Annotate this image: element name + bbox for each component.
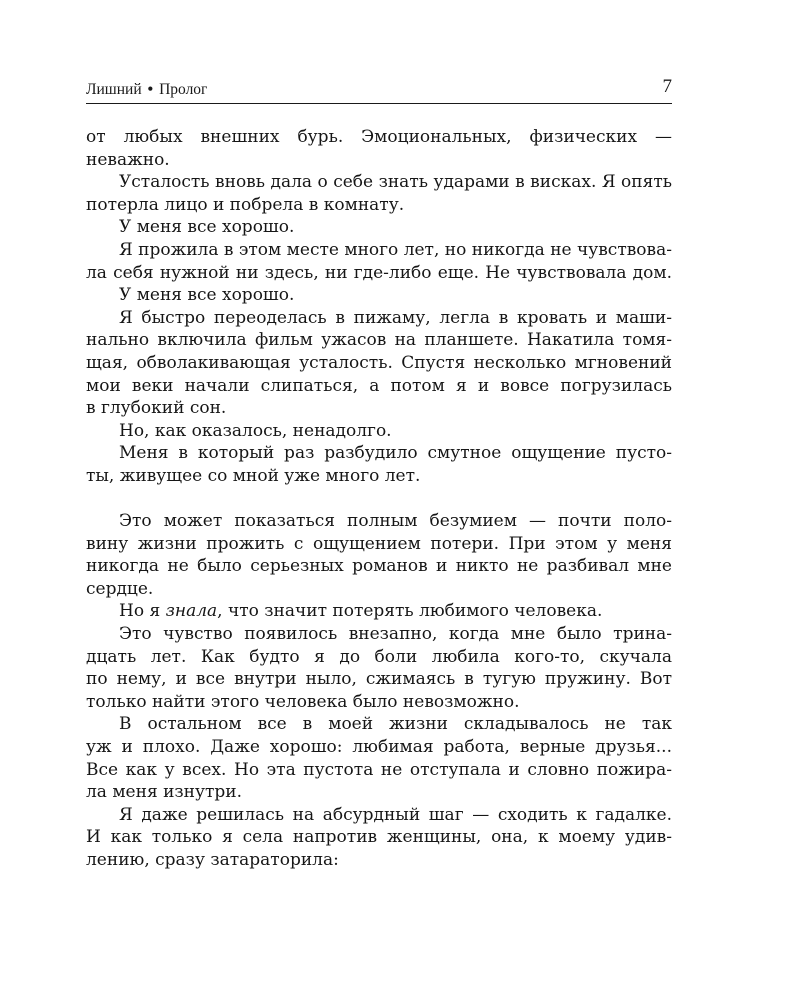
text-line: Все как у всех. Но эта пустота не отступала и словно пожира-: [86, 759, 672, 780]
text-line: В остальном все в моей жизни складывалось не так: [119, 714, 672, 735]
header-separator: •: [147, 81, 154, 98]
italic-emphasis: знала: [165, 601, 218, 622]
blank-line: [86, 488, 672, 511]
text-line: никогда не было серьезных романов и никто не разбивал мне: [86, 556, 672, 577]
running-head: [86, 76, 672, 102]
body-text-part-2: [86, 623, 672, 872]
text-line: вину жизни прожить с ощущением потери. При этом у меня: [86, 533, 672, 554]
text-line: сердце.: [86, 578, 154, 599]
text-line: ла меня изнутри.: [86, 782, 243, 803]
header-rule: [86, 103, 672, 104]
text-line: Но, как оказалось, ненадолго.: [119, 420, 392, 441]
text-line: лению, сразу затараторила:: [86, 850, 339, 870]
text-line: мои веки начали слипаться, а потом я и вовсе погрузилась: [86, 375, 672, 396]
body-text: [86, 126, 672, 872]
text-line: потерла лицо и побрела в комнату.: [86, 194, 405, 215]
text-line: уж и плохо. Даже хорошо: любимая работа, верные друзья...: [86, 737, 672, 758]
running-head-title: [86, 80, 207, 100]
text-line: И как только я села напротив женщины, она, к моему удив-: [86, 827, 672, 848]
chapter-title: Пролог: [159, 81, 208, 98]
text-line: Это чувство появилось внезапно, когда мне было трина-: [119, 624, 672, 645]
text-line: дцать лет. Как будто я до боли любила кого-то, скучала: [86, 646, 672, 667]
text-line: Я быстро переоделась в пижаму, легла в кровать и маши-: [119, 307, 672, 328]
text-line: Я прожила в этом месте много лет, но никогда не чувствова-: [119, 239, 672, 260]
text-line: по нему, и все внутри ныло, сжимаясь в тугую пружину. Вот: [86, 669, 672, 690]
text-line: неважно.: [86, 149, 170, 170]
page-number: 7: [662, 76, 672, 97]
italic-line-before: Но я: [119, 601, 166, 622]
text-line: У меня все хорошо.: [119, 285, 295, 306]
text-line: У меня все хорошо.: [119, 217, 295, 238]
text-line: нально включила фильм ужасов на планшете. Накатила томя-: [86, 330, 672, 351]
text-line: в глубокий сон.: [86, 398, 227, 419]
italic-line-after: , что значит потерять любимого человека.: [217, 601, 603, 622]
text-line: ла себя нужной ни здесь, ни где-либо еще. Не чувствовала дом.: [86, 262, 672, 283]
book-title: Лишний: [86, 81, 142, 98]
text-line: Я даже решилась на абсурдный шаг — сходить к гадалке.: [119, 804, 672, 825]
text-line: ты, живущее со мной уже много лет.: [86, 465, 421, 486]
text-line: щая, обволакивающая усталость. Спустя несколько мгновений: [86, 352, 672, 373]
text-line: Усталость вновь дала о себе знать ударами в висках. Я опять: [119, 172, 672, 193]
text-line: только найти этого человека было невозможно.: [86, 691, 520, 712]
text-line: Меня в который раз разбудило смутное ощущение пусто-: [119, 443, 672, 464]
text-line-italic: [86, 600, 672, 623]
text-line: Это может показаться полным безумием — почти поло-: [119, 511, 672, 532]
text-line: от любых внешних бурь. Эмоциональных, физических —: [86, 127, 672, 147]
body-text-part-1: [86, 126, 672, 600]
